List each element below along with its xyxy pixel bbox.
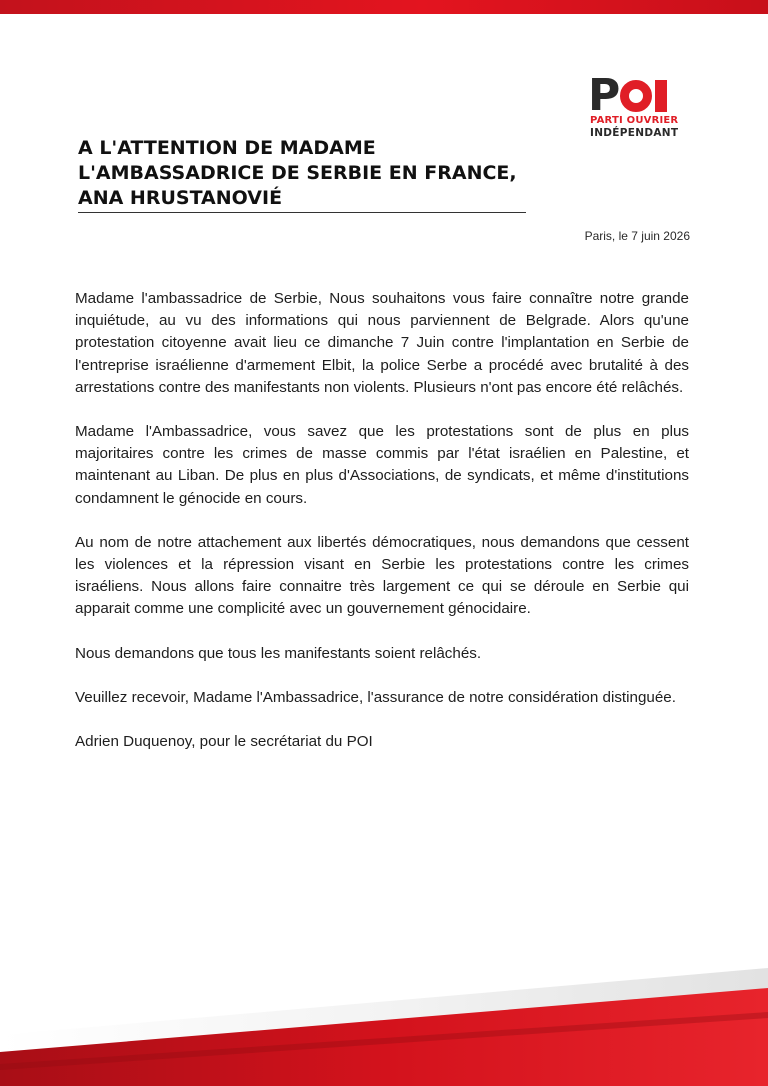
letter-date: Paris, le 7 juin 2026 xyxy=(584,229,690,243)
bottom-red-decoration xyxy=(0,960,768,1086)
logo-tagline-1: PARTI OUVRIER xyxy=(590,115,679,126)
paragraph-5: Veuillez recevoir, Madame l'Ambassadrice, l'assurance de notre considération distinguée. xyxy=(75,688,676,706)
logo-tagline-2: INDÉPENDANT xyxy=(590,127,679,139)
letter-body xyxy=(75,288,689,775)
paragraph-3: Au nom de notre attachement aux libertés démocratiques, nous demandons que cessent les violences et la répression visant en Serbie les protestations contre les crimes israéliens. Nous allons faire connaitre très largement ce qui se déroule en Serbie qui apparait comme une complicité avec un gouvernement génocidaire. xyxy=(75,533,689,618)
heading-line-1: A L'ATTENTION DE MADAME xyxy=(78,137,376,159)
signature: Adrien Duquenoy, pour le secrétariat du POI xyxy=(75,733,373,751)
paragraph-1: Madame l'ambassadrice de Serbie, Nous souhaitons vous faire connaître notre grande inquiétude, au vu des informations qui nous parviennent de Belgrade. Alors qu'une protestation citoyenne avait lieu ce dimanche 7 Juin contre l'implantation en Serbie de l'entreprise israélienne d'armement Elbit, la police Serbe a procédé avec brutalité à des arrestations contre des manifestants non violents. Plusieurs n'ont pas encore été relâchés. xyxy=(75,290,689,396)
paragraph-2: Madame l'Ambassadrice, vous savez que les protestations sont de plus en plus majoritaires contre les crimes de masse commis par l'état israélien en Palestine, et maintenant au Liban. De plus en plus d'Associations, de syndicats, et même d'institutions condamnent le génocide en cours. xyxy=(75,423,689,507)
letter-heading xyxy=(78,136,528,211)
heading-underline xyxy=(78,212,526,213)
logo-letter-p: P xyxy=(588,70,620,121)
logo-i-bar-icon xyxy=(655,80,667,112)
paragraph-4: Nous demandons que tous les manifestants soient relâchés. xyxy=(75,644,482,662)
poi-logo xyxy=(588,70,692,140)
heading-line-3: ANA HRUSTANOVIÉ xyxy=(78,187,283,209)
heading-line-2: L'AMBASSADRICE DE SERBIE EN FRANCE, xyxy=(78,162,517,184)
logo-o-ring-icon xyxy=(620,80,652,112)
top-red-band xyxy=(0,0,768,14)
